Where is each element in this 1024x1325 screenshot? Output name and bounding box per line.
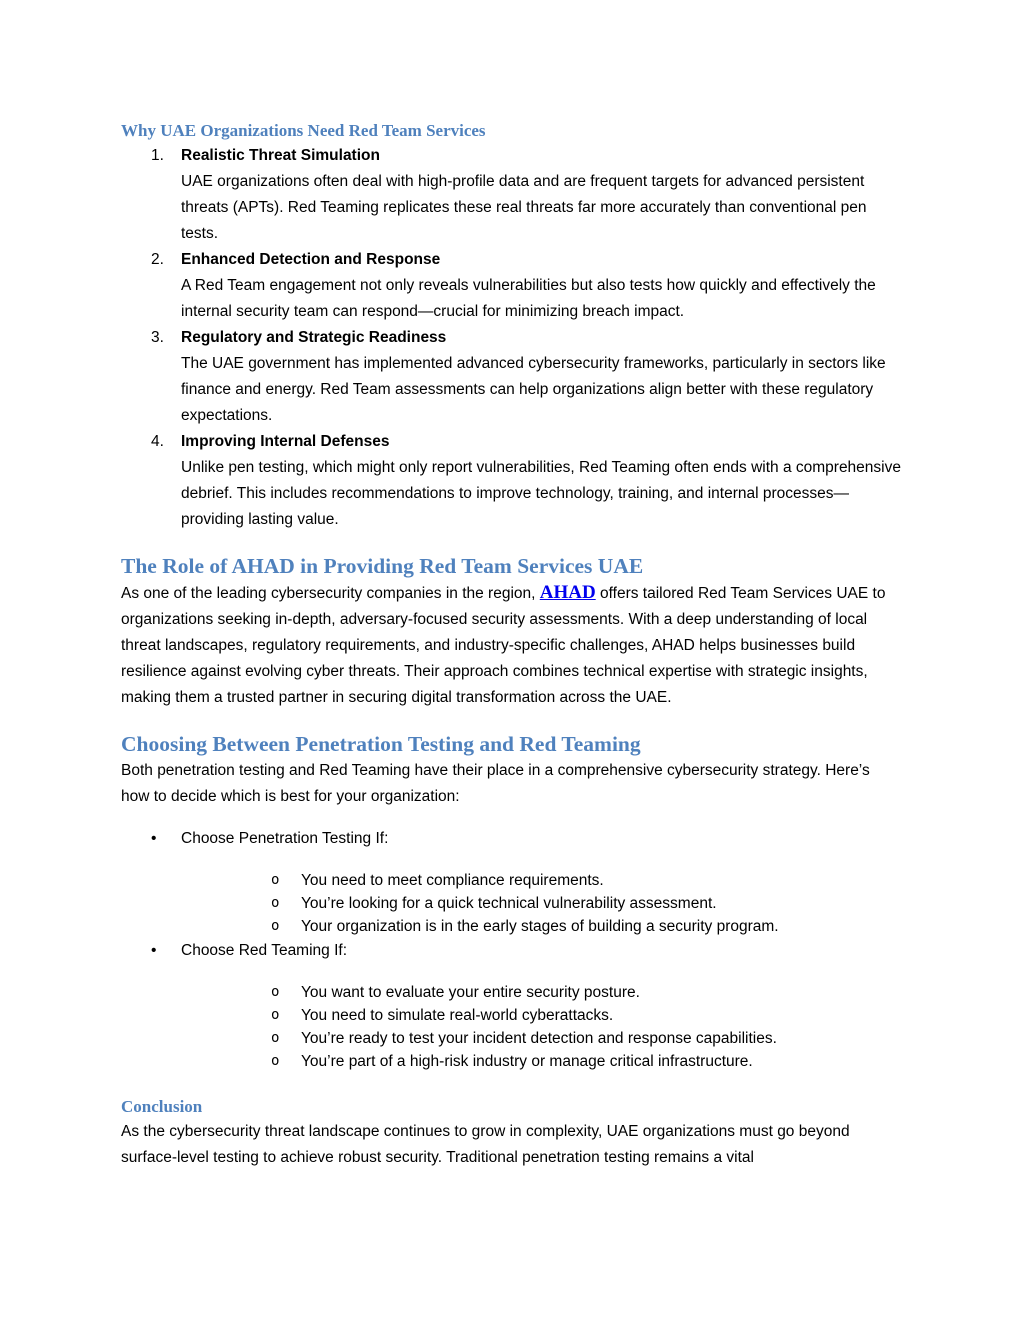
- sub-item-text: You’re ready to test your incident detection and response capabilities.: [301, 1030, 777, 1047]
- item-number: 1.: [151, 147, 164, 164]
- list-item: [121, 826, 901, 938]
- circle-bullet-icon: o: [271, 918, 280, 934]
- conclusion-heading: Conclusion: [121, 1097, 203, 1116]
- circle-bullet-icon: o: [271, 1053, 280, 1069]
- choosing-intro: Both penetration testing and Red Teaming have their place in a comprehensive cybersecurity strategy. Here’s how to decide which is best for your organization:: [121, 762, 870, 805]
- sub-item-text: You’re looking for a quick technical vulnerability assessment.: [301, 895, 717, 912]
- item-body: The UAE government has implemented advanced cybersecurity frameworks, particularly in sectors like finance and energy. Red Team assessments can help organizations align better with these regulatory expectations.: [181, 355, 886, 424]
- item-body: UAE organizations often deal with high-profile data and are frequent targets for advanced persistent threats (APTs). Red Teaming replicates these real threats far more accurately than conventional pen tests.: [181, 173, 867, 242]
- role-paragraph: [121, 580, 901, 711]
- list-item: [121, 429, 901, 533]
- sub-item-text: Your organization is in the early stages of building a security program.: [301, 918, 779, 935]
- bullet-label: Choose Red Teaming If:: [181, 942, 348, 959]
- bullet-label: Choose Penetration Testing If:: [181, 830, 389, 847]
- list-item: [181, 892, 901, 915]
- item-title: Improving Internal Defenses: [181, 433, 390, 450]
- bullet-icon: •: [151, 942, 157, 959]
- item-title: Realistic Threat Simulation: [181, 147, 380, 164]
- item-body: A Red Team engagement not only reveals vulnerabilities but also tests how quickly and effectively the internal security team can respond—crucial for minimizing breach impact.: [181, 277, 876, 320]
- list-item: [181, 981, 901, 1004]
- circle-bullet-icon: o: [271, 984, 280, 1000]
- item-body: Unlike pen testing, which might only report vulnerabilities, Red Teaming often ends with a comprehensive debrief. This includes recommendations to improve technology, training, and internal processes—providing lasting value.: [181, 459, 901, 528]
- sub-item-text: You’re part of a high-risk industry or manage critical infrastructure.: [301, 1053, 753, 1070]
- role-heading: The Role of AHAD in Providing Red Team Services UAE: [121, 554, 644, 578]
- circle-bullet-icon: o: [271, 872, 280, 888]
- list-item: [181, 1027, 901, 1050]
- sub-item-text: You want to evaluate your entire security posture.: [301, 984, 640, 1001]
- role-text-after: offers tailored Red Team Services UAE to organizations seeking in-depth, adversary-focused security assessments. With a deep understanding of local threat landscapes, regulatory requirements, and industry-specific challenges, AHAD helps businesses build resilience against evolving cyber threats. Their approach combines technical expertise with strategic insights, making them a trusted partner in securing digital transformation across the UAE.: [121, 585, 886, 706]
- ahad-link[interactable]: AHAD: [539, 582, 596, 603]
- list-item: [121, 247, 901, 325]
- sub-item-text: You need to meet compliance requirements.: [301, 872, 604, 889]
- sub-item-text: You need to simulate real-world cyberattacks.: [301, 1007, 614, 1024]
- list-item: [121, 143, 901, 247]
- role-text-before: As one of the leading cybersecurity companies in the region,: [121, 585, 540, 602]
- item-title: Enhanced Detection and Response: [181, 251, 441, 268]
- why-reasons-list: [121, 143, 901, 533]
- list-item: [181, 1004, 901, 1027]
- list-item: [181, 915, 901, 938]
- item-title: Regulatory and Strategic Readiness: [181, 329, 447, 346]
- sub-list: [181, 981, 901, 1073]
- choosing-heading: Choosing Between Penetration Testing and Red Teaming: [121, 732, 641, 756]
- document-page: [121, 119, 901, 1171]
- why-heading: Why UAE Organizations Need Red Team Services: [121, 121, 486, 140]
- circle-bullet-icon: o: [271, 895, 280, 911]
- list-item: [181, 1050, 901, 1073]
- circle-bullet-icon: o: [271, 1007, 280, 1023]
- conclusion-paragraph: As the cybersecurity threat landscape continues to grow in complexity, UAE organizations must go beyond surface-level testing to achieve robust security. Traditional penetration testing remains a vital: [121, 1123, 850, 1166]
- list-item: [121, 938, 901, 1073]
- item-number: 3.: [151, 329, 164, 346]
- choice-bullet-list: [121, 826, 901, 1073]
- circle-bullet-icon: o: [271, 1030, 280, 1046]
- item-number: 4.: [151, 433, 164, 450]
- item-number: 2.: [151, 251, 164, 268]
- bullet-icon: •: [151, 830, 157, 847]
- sub-list: [181, 869, 901, 938]
- list-item: [181, 869, 901, 892]
- list-item: [121, 325, 901, 429]
